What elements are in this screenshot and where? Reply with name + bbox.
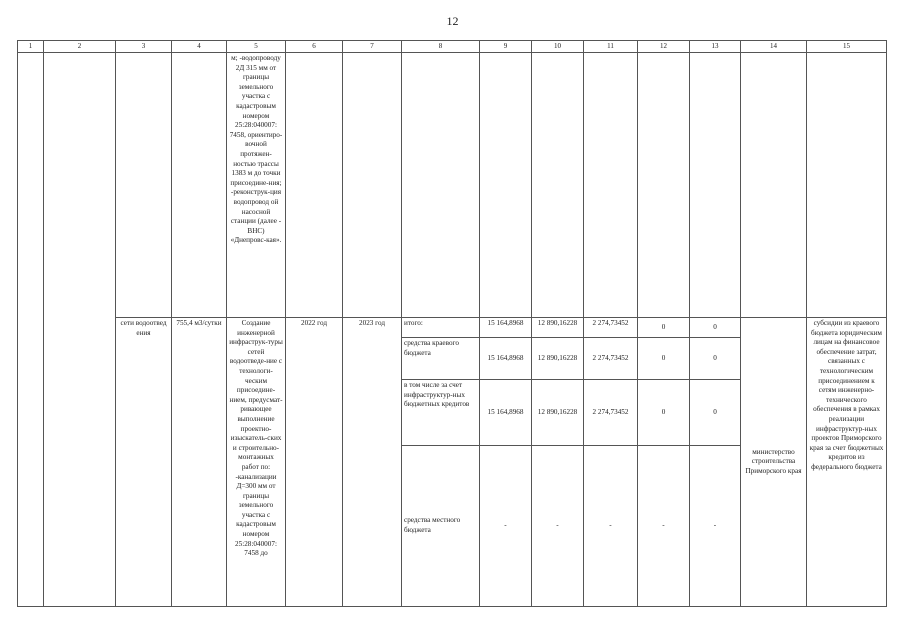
header-cell: 3 — [116, 41, 172, 53]
value-cell: 0 — [690, 380, 741, 446]
header-cell: 8 — [402, 41, 480, 53]
subsidy-note: субсидии из краевого бюджета юридическим лицам на финансовое обеспечение затрат, связанных с технологическим присоединением к сетям инженерно-технического обеспечения в рамках реализации инфраструктур-ных проектов Приморского края за счет бюджетных кредитов из федерального бюджета — [807, 318, 887, 607]
table-cell — [172, 53, 227, 318]
header-cell: 7 — [343, 41, 402, 53]
value-cell: 15 164,8968 — [480, 380, 532, 446]
header-cell: 14 — [741, 41, 807, 53]
table-cell — [480, 53, 532, 318]
value-cell: 2 274,73452 — [584, 318, 638, 338]
object-description: Создание инженерной инфраструк-туры сетей водоотведе-ние с технологи-ческим присоедине-нием, предусмат-ривающее выполнение проектно-изыскатель-ских и строительно-монтажных работ по: -канализации Д=300 мм от границы земельного участка с кадастровым номером 25:28:040007: 7458 до — [227, 318, 286, 607]
table-cell — [18, 53, 44, 607]
header-cell: 5 — [227, 41, 286, 53]
value-cell: - — [532, 446, 584, 607]
value-cell: - — [480, 446, 532, 607]
table-cell — [343, 53, 402, 318]
table-cell — [532, 53, 584, 318]
value-cell: 0 — [690, 338, 741, 380]
table-cell — [44, 53, 116, 607]
header-cell: 2 — [44, 41, 116, 53]
table-row — [18, 53, 887, 318]
header-cell: 6 — [286, 41, 343, 53]
start-year: 2022 год — [286, 318, 343, 607]
value-cell: 2 274,73452 — [584, 338, 638, 380]
capacity: 755,4 м3/сутки — [172, 318, 227, 607]
value-cell: - — [638, 446, 690, 607]
table-cell — [807, 53, 887, 318]
header-row — [18, 41, 887, 53]
row-label: в том числе за счет инфраструктур-ных бюджетных кредитов — [402, 380, 480, 446]
value-cell: 0 — [690, 318, 741, 338]
executor: министерство строительства Приморского края — [741, 318, 807, 607]
value-cell: 15 164,8968 — [480, 338, 532, 380]
row-label: итого: — [402, 318, 480, 338]
table-cell — [286, 53, 343, 318]
value-cell: 2 274,73452 — [584, 380, 638, 446]
value-cell: 0 — [638, 338, 690, 380]
row-label: средства местного бюджета — [402, 446, 480, 607]
value-cell: 12 890,16228 — [532, 318, 584, 338]
table-row — [18, 318, 887, 338]
table-cell — [690, 53, 741, 318]
object-description-cont: м; -водопроводу 2Д 315 мм от границы земельного участка с кадастровым номером 25:28:040007: 7458, ориентиро-вочной протяжен-ностью трассы 1383 м до точки присоедине-ния; -реконструк-ция водопровод ой насосной станции (далее - ВНС) «Днепровс-кая». — [227, 53, 286, 318]
table-cell — [741, 53, 807, 318]
header-cell: 9 — [480, 41, 532, 53]
value-cell: 12 890,16228 — [532, 380, 584, 446]
row-label: средства краевого бюджета — [402, 338, 480, 380]
page-number: 12 — [446, 14, 459, 28]
value-cell: 12 890,16228 — [532, 338, 584, 380]
value-cell: - — [690, 446, 741, 607]
table-cell — [638, 53, 690, 318]
value-cell: 0 — [638, 380, 690, 446]
table-cell — [402, 53, 480, 318]
object-name: сети водоотвед ения — [116, 318, 172, 607]
table-cell — [116, 53, 172, 318]
value-cell: - — [584, 446, 638, 607]
financing-table — [17, 40, 887, 607]
value-cell: 15 164,8968 — [480, 318, 532, 338]
table-cell — [584, 53, 638, 318]
header-cell: 12 — [638, 41, 690, 53]
header-cell: 1 — [18, 41, 44, 53]
header-cell: 10 — [532, 41, 584, 53]
end-year: 2023 год — [343, 318, 402, 607]
value-cell: 0 — [638, 318, 690, 338]
header-cell: 11 — [584, 41, 638, 53]
header-cell: 4 — [172, 41, 227, 53]
header-cell: 15 — [807, 41, 887, 53]
header-cell: 13 — [690, 41, 741, 53]
